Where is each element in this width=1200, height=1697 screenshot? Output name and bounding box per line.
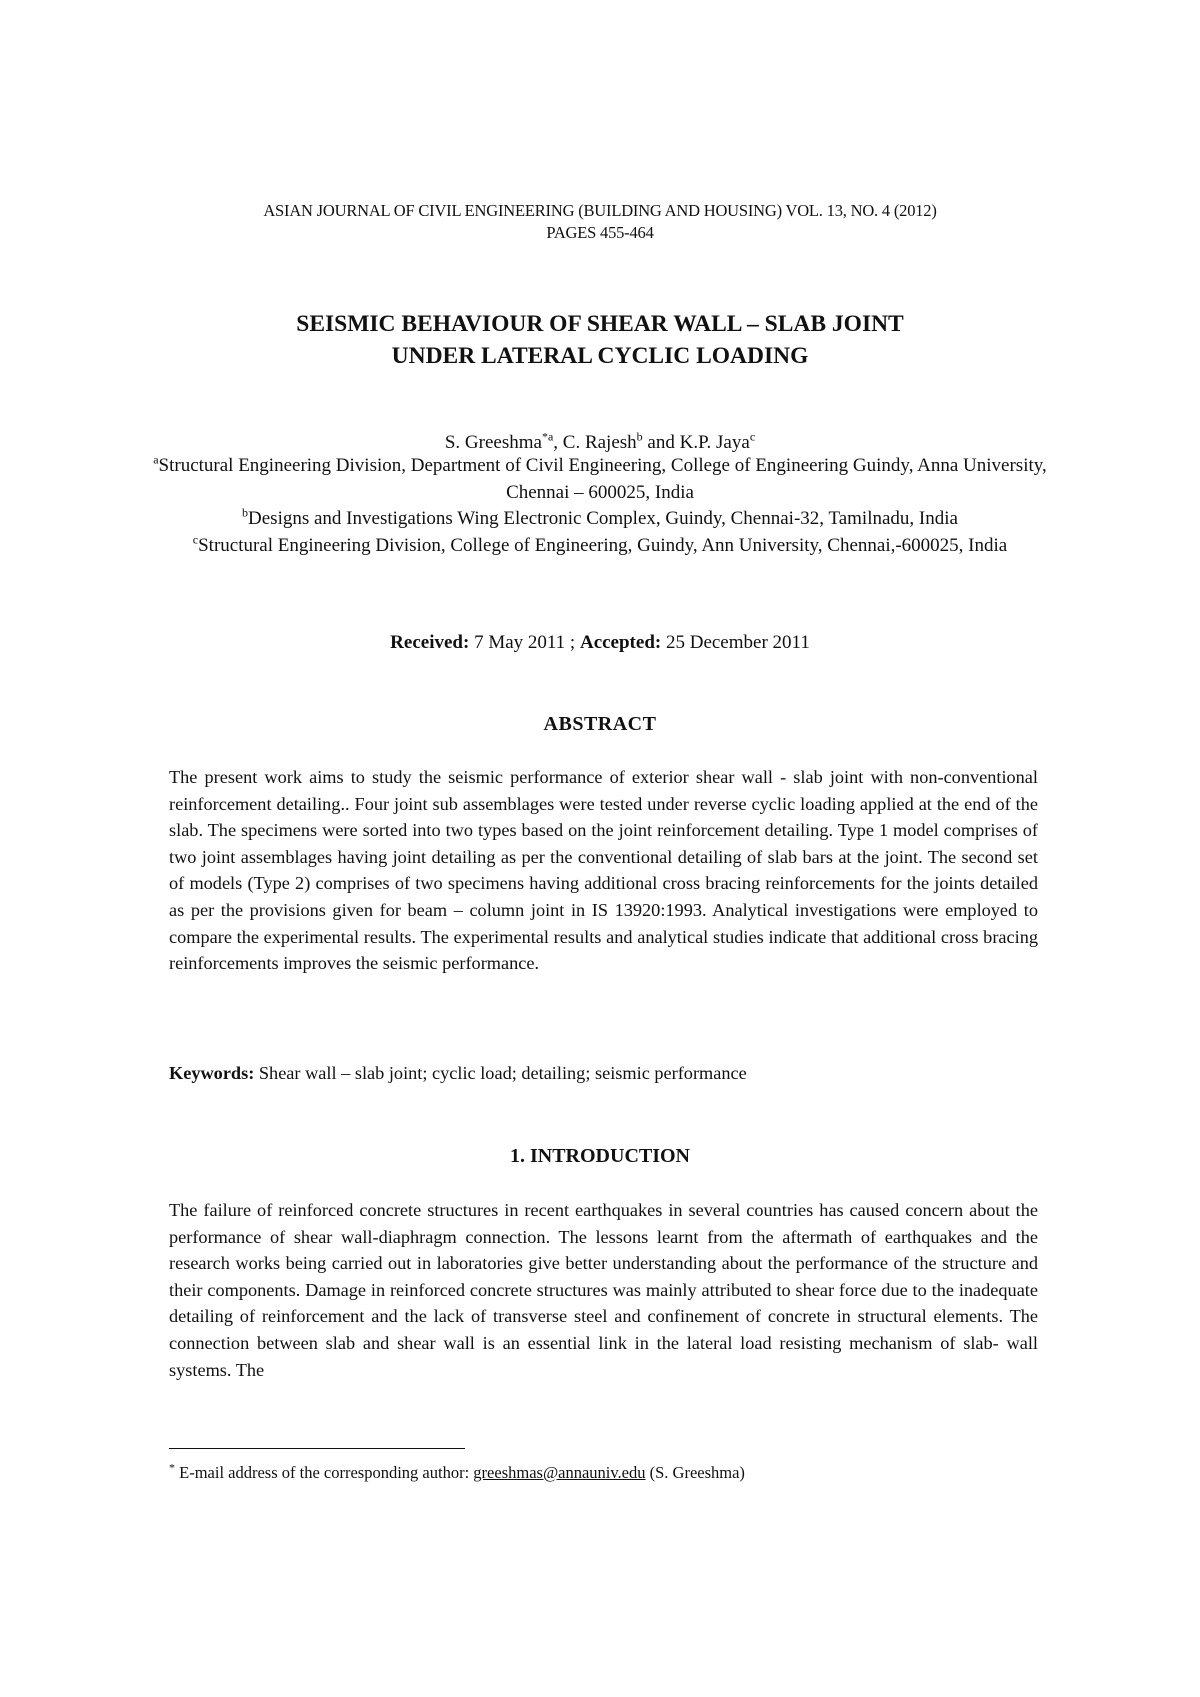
keywords (169, 1060, 1038, 1086)
paper-title (120, 308, 1080, 372)
author-separator: and (642, 432, 680, 453)
title-line-2: UNDER LATERAL CYCLIC LOADING (391, 343, 809, 369)
journal-header (120, 200, 1080, 244)
footnote-divider (169, 1448, 465, 1449)
affiliation-b (150, 506, 1050, 533)
author-email-link[interactable]: greeshmas@annauniv.edu (473, 1463, 646, 1482)
author-separator: , (553, 432, 563, 453)
author-1-marker: *a (541, 429, 554, 444)
author-2-marker: b (636, 429, 643, 444)
received-date: 7 May 2011 ; (469, 632, 580, 653)
affiliations (150, 453, 1050, 559)
keywords-label: Keywords: (169, 1063, 255, 1083)
affiliation-text: Designs and Investigations Wing Electronic Complex, Guindy, Chennai-32, Tamilnadu, India (248, 508, 958, 529)
accepted-label: Accepted: (579, 632, 662, 653)
author-2: C. Rajesh (562, 432, 637, 453)
introduction-heading: 1. INTRODUCTION (509, 1145, 691, 1167)
affiliation-c (150, 533, 1050, 560)
introduction-text: The failure of reinforced concrete structures in recent earthquakes in several countries has caused concern about the performance of shear wall-diaphragm connection. The lessons learnt from the aftermath of earthquakes and the research works being carried out in laboratories give better understanding about the performance of the structure and their components. Damage in reinforced concrete structures was mainly attributed to shear force due to the inadequate detailing of reinforcement and the lack of transverse steel and confinement of concrete in structural elements. The connection between slab and shear wall is an essential link in the lateral load resisting mechanism of slab- wall systems. The (169, 1200, 1038, 1380)
footnote (169, 1462, 1038, 1484)
abstract-text: The present work aims to study the seismic performance of exterior shear wall - slab joint with non-conventional reinforcement detailing.. Four joint sub assemblages were tested under reverse cyclic loading applied at the end of the slab. The specimens were sorted into two types based on the joint reinforcement detailing. Type 1 model comprises of two joint assemblages having joint detailing as per the conventional detailing of slab bars at the joint. The second set of models (Type 2) comprises of two specimens having additional cross bracing reinforcements for the joints detailed as per the provisions given for beam – column joint in IS 13920:1993. Analytical investigations were employed to compare the experimental results. The experimental results and analytical studies indicate that additional cross bracing reinforcements improves the seismic performance. (169, 767, 1038, 974)
affiliation-a (150, 453, 1050, 506)
abstract-heading: ABSTRACT (543, 713, 657, 735)
dates-line (150, 630, 1050, 656)
author-list (150, 429, 1050, 456)
affiliation-text: Structural Engineering Division, College of Engineering, Guindy, Ann University, Chennai,-600025, India (198, 534, 1008, 556)
author-3-marker: c (749, 429, 756, 444)
footnote-marker: * (169, 1460, 175, 1475)
accepted-date: 25 December 2011 (661, 632, 810, 653)
author-3: K.P. Jaya (679, 432, 750, 453)
journal-line: ASIAN JOURNAL OF CIVIL ENGINEERING (BUILDING AND HOUSING) VOL. 13, NO. 4 (2012) (263, 201, 937, 220)
affiliation-marker: a (153, 452, 159, 467)
pages-line: PAGES 455-464 (546, 223, 654, 242)
received-label: Received: (390, 632, 470, 653)
author-1: S. Greeshma (444, 432, 542, 453)
keywords-text: Shear wall – slab joint; cyclic load; detailing; seismic performance (254, 1063, 747, 1083)
affiliation-marker: c (192, 532, 199, 547)
footnote-suffix: (S. Greeshma) (645, 1463, 745, 1482)
affiliation-marker: b (242, 505, 249, 520)
affiliation-text: Structural Engineering Division, Department of Civil Engineering, College of Engineering Guindy, Anna University, Chennai – 600025, India (158, 455, 1047, 503)
footnote-prefix: E-mail address of the corresponding author: (175, 1463, 474, 1482)
title-line-1: SEISMIC BEHAVIOUR OF SHEAR WALL – SLAB JOINT (296, 311, 904, 337)
